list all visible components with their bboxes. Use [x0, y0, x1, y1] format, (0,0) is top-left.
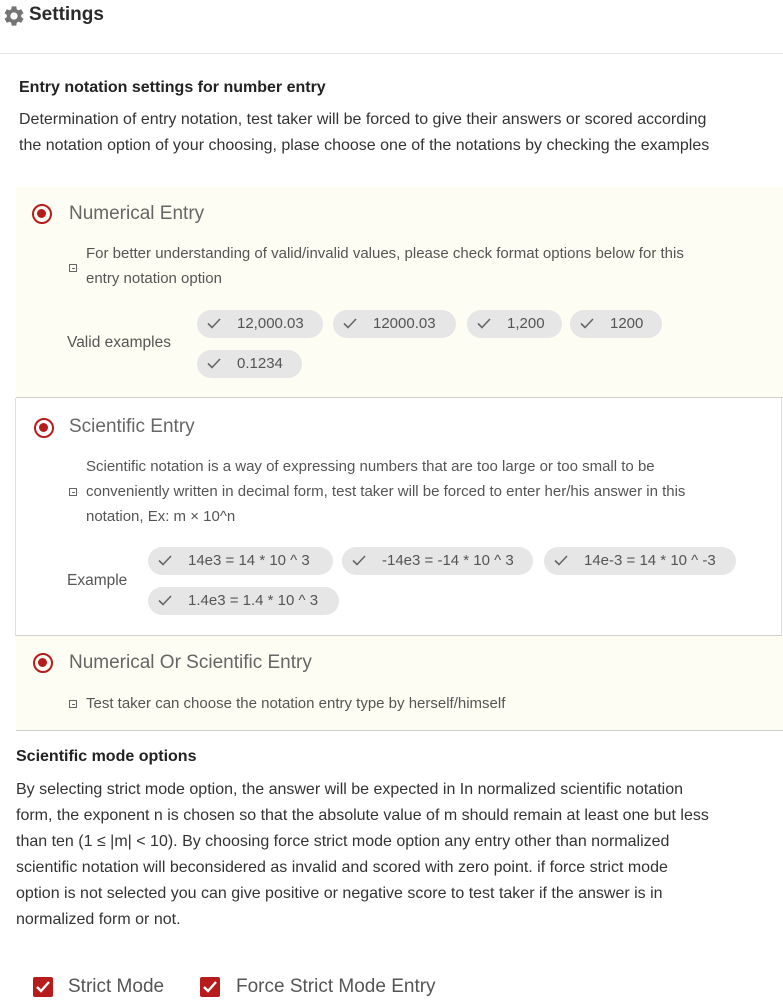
- description-line: form, the exponent n is chosen so that the absolute value of m should remain at least one but less: [16, 807, 709, 824]
- example-chip: [342, 547, 533, 575]
- example-chip: [467, 310, 562, 338]
- option-info-text: [86, 241, 684, 291]
- info-icon: [69, 264, 77, 272]
- info-line: Test taker can choose the notation entry type by herself/himself: [86, 695, 506, 712]
- option-label: Scientific Entry: [69, 416, 195, 437]
- example-text: 12,000.03: [237, 315, 304, 332]
- gear-icon: [2, 4, 26, 28]
- info-line: entry notation option: [86, 270, 222, 287]
- strict-mode-label[interactable]: Strict Mode: [68, 976, 165, 997]
- check-icon: [352, 555, 366, 566]
- description-line: the notation option of your choosing, plase choose one of the notations by checking the examples: [19, 137, 710, 154]
- example-chip: [570, 310, 662, 338]
- option-info-text: [86, 454, 685, 529]
- description-line: By selecting strict mode option, the answer will be expected in In normalized scientific notation: [16, 781, 684, 798]
- option-label: Numerical Or Scientific Entry: [69, 652, 312, 673]
- description-line: scientific notation will beconsidered as invalid and scored with zero point. if force strict mode: [16, 859, 668, 876]
- page-header: [0, 0, 783, 54]
- example-chip: [148, 547, 333, 575]
- entry-notation-heading: Entry notation settings for number entry: [19, 79, 326, 96]
- checkmark-icon: [202, 980, 218, 994]
- description-line: normalized form or not.: [16, 911, 181, 928]
- example-text: 14e-3 = 14 * 10 ^ -3: [584, 552, 716, 569]
- info-icon: [69, 700, 77, 708]
- example-text: -14e3 = -14 * 10 ^ 3: [382, 552, 514, 569]
- option-numerical-or-scientific-entry[interactable]: [16, 636, 783, 731]
- option-numerical-entry[interactable]: [16, 187, 783, 398]
- example-chip: [197, 310, 323, 338]
- examples-label: Example: [67, 572, 128, 589]
- info-line: For better understanding of valid/invalid values, please check format options below for this: [86, 245, 684, 262]
- example-chip: [148, 587, 339, 615]
- option-scientific-entry[interactable]: [15, 398, 782, 636]
- info-icon: [69, 488, 77, 496]
- check-icon: [477, 318, 491, 329]
- radio-numerical-or-scientific-entry[interactable]: [33, 653, 53, 673]
- example-text: 1.4e3 = 1.4 * 10 ^ 3: [188, 592, 319, 609]
- check-icon: [158, 595, 172, 606]
- checkmark-icon: [35, 980, 51, 994]
- info-line: conveniently written in decimal form, test taker will be forced to enter her/his answer in this: [86, 483, 686, 500]
- option-label: Numerical Entry: [69, 203, 205, 224]
- example-text: 0.1234: [237, 355, 283, 372]
- description-line: Determination of entry notation, test taker will be forced to give their answers or scored according: [19, 111, 707, 128]
- description-line: option is not selected you can give positive or negative score to test taker if the answer is in: [16, 885, 663, 902]
- force-strict-mode-label[interactable]: Force Strict Mode Entry: [236, 976, 436, 997]
- radio-numerical-entry[interactable]: [32, 204, 52, 224]
- scientific-mode-description: [16, 777, 709, 933]
- example-text: 1200: [610, 315, 644, 332]
- example-text: 1,200: [507, 315, 545, 332]
- info-line: notation, Ex: m × 10^n: [86, 508, 236, 525]
- page-title: Settings: [29, 4, 104, 25]
- force-strict-mode-checkbox[interactable]: [200, 977, 220, 997]
- description-line: than ten (1 ≤ |m| < 10). By choosing force strict mode option any entry other than normalized: [16, 833, 670, 850]
- entry-notation-description: [19, 107, 709, 159]
- info-line: Scientific notation is a way of expressing numbers that are too large or too small to be: [86, 458, 655, 475]
- check-icon: [343, 318, 357, 329]
- example-chip: [333, 310, 456, 338]
- check-icon: [207, 358, 221, 369]
- check-icon: [580, 318, 594, 329]
- scientific-mode-heading: Scientific mode options: [16, 748, 197, 765]
- radio-scientific-entry[interactable]: [34, 418, 54, 438]
- example-chip: [544, 547, 736, 575]
- check-icon: [207, 318, 221, 329]
- examples-label: Valid examples: [67, 334, 171, 351]
- check-icon: [158, 555, 172, 566]
- example-chip: [197, 350, 302, 378]
- option-info-text: [86, 691, 505, 716]
- example-text: 14e3 = 14 * 10 ^ 3: [188, 552, 310, 569]
- example-text: 12000.03: [373, 315, 436, 332]
- strict-mode-checkbox[interactable]: [33, 977, 53, 997]
- check-icon: [554, 555, 568, 566]
